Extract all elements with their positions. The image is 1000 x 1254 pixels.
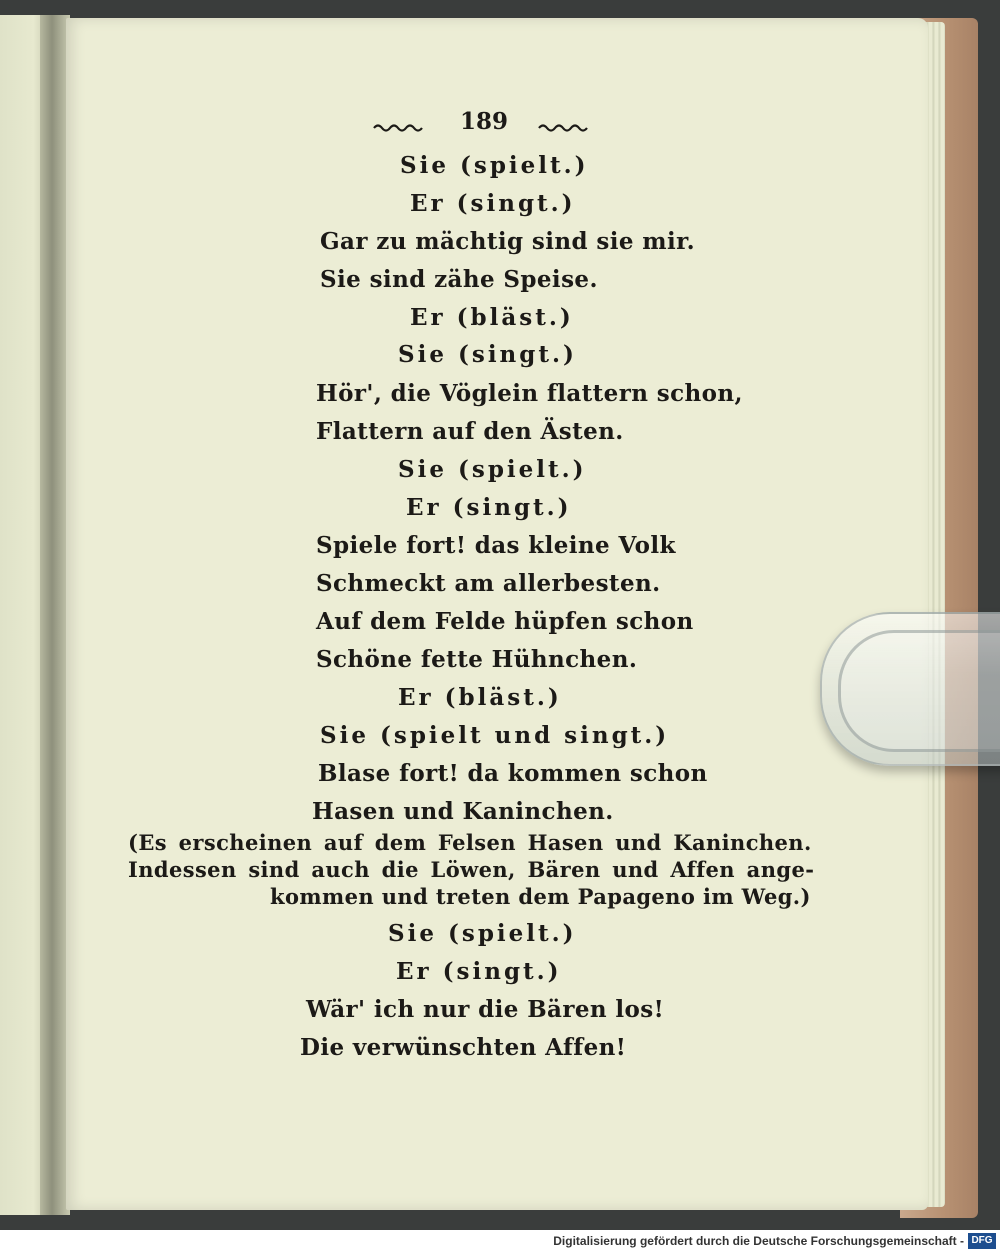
stage-direction-paragraph: Indessen sind auch die Löwen, Bären und Affen ange-: [128, 857, 815, 882]
page-number: 189: [460, 108, 509, 135]
verse-line: Schmeckt am allerbesten.: [316, 570, 661, 597]
verse-line: Blase fort! da kommen schon: [318, 760, 708, 787]
funding-credit: Digitalisierung gefördert durch die Deutsche Forschungsgemeinschaft -: [553, 1234, 964, 1248]
dfg-logo: DFG: [968, 1233, 996, 1249]
stage-direction: Er (bläst.): [410, 304, 574, 331]
right-flourish-ornament: [537, 122, 592, 132]
stage-direction: Er (singt.): [396, 958, 562, 985]
verse-line: Wär' ich nur die Bären los!: [306, 996, 665, 1023]
page-header: [372, 110, 592, 140]
glass-page-weight: [820, 612, 1000, 766]
verse-line: Spiele fort! das kleine Volk: [316, 532, 676, 559]
stage-direction: Er (singt.): [410, 190, 576, 217]
verse-line: Flattern auf den Ästen.: [316, 418, 624, 445]
verse-line: Gar zu mächtig sind sie mir.: [320, 228, 695, 255]
verse-line: Schöne fette Hühnchen.: [316, 646, 638, 673]
stage-direction: Sie (spielt.): [400, 152, 589, 179]
stage-direction-paragraph: (Es erscheinen auf dem Felsen Hasen und Kaninchen.: [128, 830, 812, 855]
verse-line: Auf dem Felde hüpfen schon: [316, 608, 694, 635]
stage-direction: Er (singt.): [406, 494, 572, 521]
verse-line: Hasen und Kaninchen.: [312, 798, 614, 825]
glass-weight-inner-ring: [838, 630, 1000, 752]
stage-direction-paragraph: kommen und treten dem Papageno im Weg.): [270, 884, 811, 909]
stage-direction: Sie (spielt.): [388, 920, 577, 947]
verse-line: Die verwünschten Affen!: [300, 1034, 627, 1061]
stage-direction: Sie (spielt.): [398, 456, 587, 483]
digitization-footer: [0, 1230, 1000, 1254]
left-flourish-ornament: [372, 122, 427, 132]
stage-direction: Er (bläst.): [398, 684, 562, 711]
stage-direction: Sie (spielt und singt.): [320, 722, 670, 749]
verse-line: Hör', die Vöglein flattern schon,: [316, 380, 743, 407]
stage-direction: Sie (singt.): [398, 341, 577, 368]
verse-line: Sie sind zähe Speise.: [320, 266, 598, 293]
